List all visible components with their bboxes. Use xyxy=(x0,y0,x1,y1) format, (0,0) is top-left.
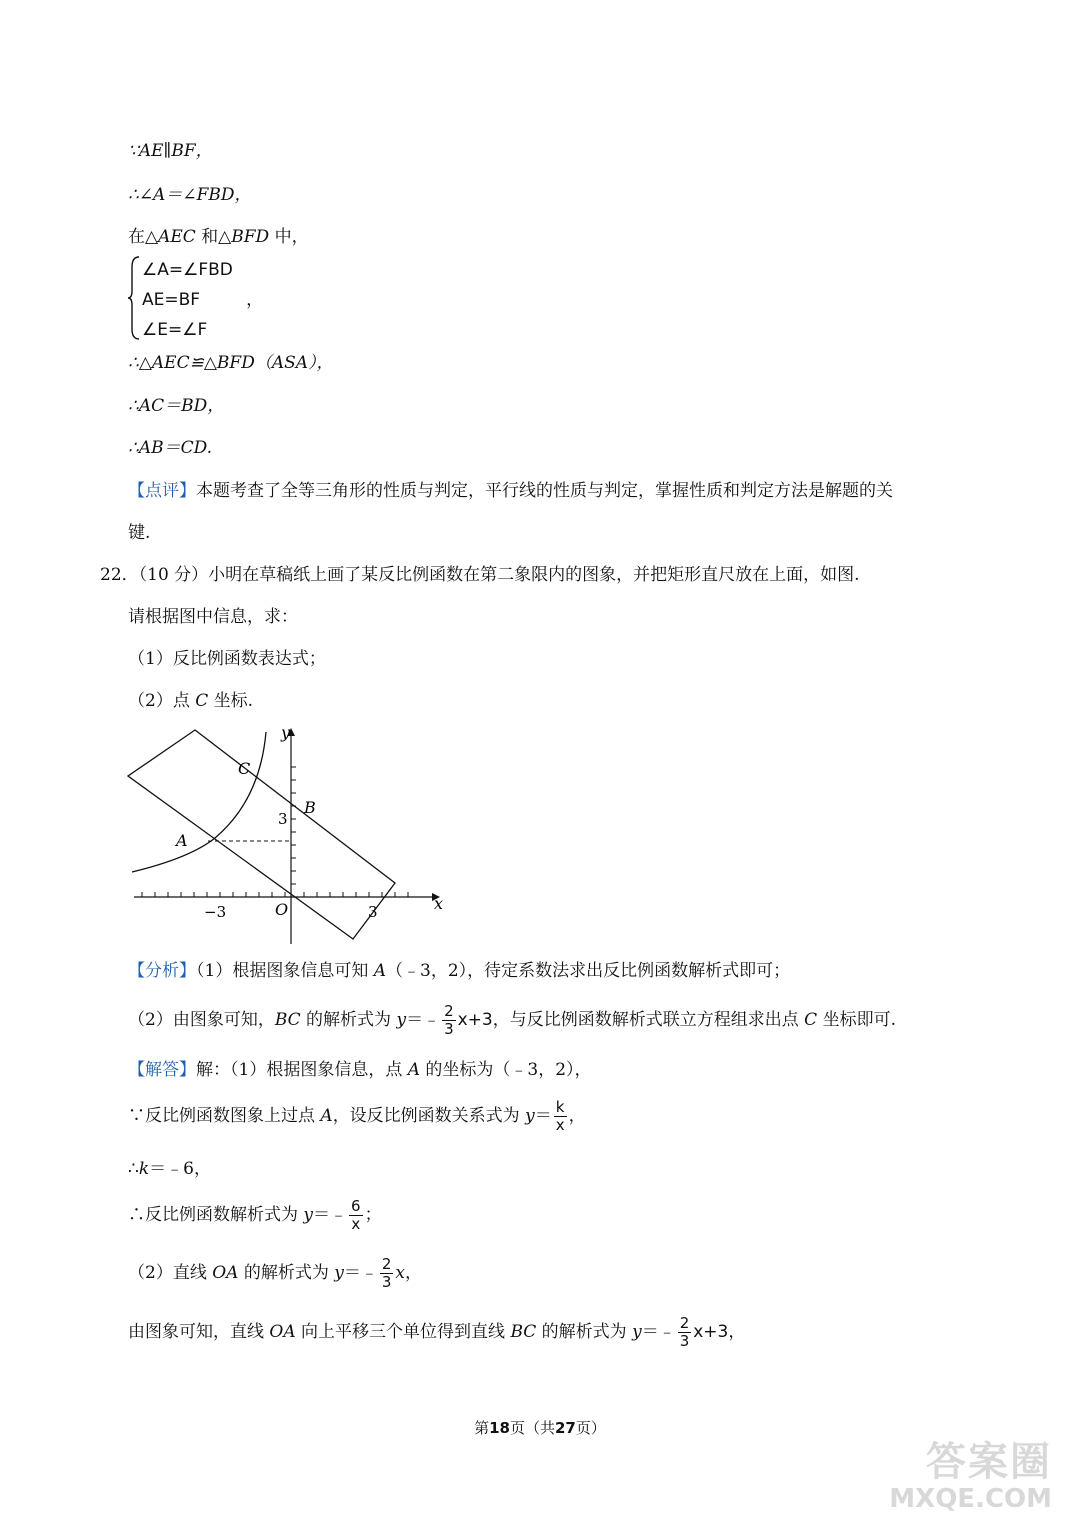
fraction-numerator: 2 xyxy=(679,1314,690,1332)
hyperbola-curve xyxy=(132,732,266,872)
problem-q1: （1）反比例函数表达式； xyxy=(128,649,326,669)
page-footer xyxy=(0,1417,1080,1438)
solution-line-6 xyxy=(128,1312,745,1352)
brace-line-3: ∠E=∠F xyxy=(142,320,208,340)
fraction-denominator: x xyxy=(351,1215,361,1233)
text-span: （2）点 xyxy=(128,691,196,711)
text-span: （﹣3，2），待定系数法求出反比例函数解析式即可； xyxy=(386,961,791,981)
text-span: ∴反比例函数解析式为 xyxy=(128,1205,304,1225)
problem-q2 xyxy=(128,690,253,712)
analysis-line-2 xyxy=(128,1000,896,1040)
proof-line-congruent: ∴△AEC≌△BFD（ASA）， xyxy=(128,353,334,373)
text-span: y xyxy=(303,1205,314,1225)
fraction-denominator: 3 xyxy=(381,1273,392,1291)
label-x-three: 3 xyxy=(368,903,378,921)
text-span: 的解析式为 xyxy=(300,1010,397,1030)
solution-line-4 xyxy=(128,1195,382,1235)
text-span: 坐标即可. xyxy=(817,1010,896,1030)
problem-ask: 请根据图中信息，求： xyxy=(128,607,298,627)
text-span: y xyxy=(334,1263,344,1283)
text-span: 坐标. xyxy=(208,691,254,711)
text-span: AEC xyxy=(158,227,196,247)
text-span: 由图象可知，直线 xyxy=(128,1322,270,1342)
text-span: C xyxy=(195,691,209,711)
comment-line-2: 键. xyxy=(128,523,151,543)
text-span: BFD xyxy=(231,227,270,247)
text-span: 的坐标为（﹣3，2）， xyxy=(420,1060,592,1080)
text-span: ＝﹣6， xyxy=(149,1159,211,1179)
text-span: 的解析式为 xyxy=(536,1322,633,1342)
solution-line-2 xyxy=(128,1096,586,1136)
label-minus-three: −3 xyxy=(204,903,227,921)
text-span: OA xyxy=(269,1322,296,1342)
text-span: A xyxy=(320,1106,333,1126)
text-span: （1）根据图象信息可知 xyxy=(196,961,374,981)
left-brace-icon xyxy=(128,255,142,341)
problem-text: （10 分）小明在草稿纸上画了某反比例函数在第二象限内的图象，并把矩形直尺放在上面，如图. xyxy=(138,565,860,585)
text-span: ＝﹣ xyxy=(406,1010,441,1030)
label-a: A xyxy=(176,831,188,850)
text-span: ∴ xyxy=(128,1159,139,1179)
footer-text: 页） xyxy=(575,1419,606,1437)
text-span: 的解析式为 xyxy=(238,1263,335,1283)
fraction xyxy=(554,1099,567,1134)
proof-line-parallel: ∵AE∥BF， xyxy=(128,141,213,161)
fraction-denominator: x xyxy=(555,1116,565,1134)
fraction-denominator: 3 xyxy=(444,1020,454,1038)
text-span: y xyxy=(396,1010,407,1030)
text-span: ， xyxy=(405,1263,423,1283)
text-span: （2）直线 xyxy=(128,1263,213,1283)
text-span: A xyxy=(407,1060,421,1080)
text-span: ， xyxy=(246,290,264,310)
fraction-denominator: 3 xyxy=(679,1332,690,1350)
text-span: BC xyxy=(510,1322,537,1342)
fraction xyxy=(442,1003,456,1038)
text-span: x+3 xyxy=(693,1322,729,1342)
problem-stem xyxy=(100,564,860,586)
fraction xyxy=(349,1198,363,1233)
solution-line-3 xyxy=(128,1158,211,1180)
label-c: C xyxy=(238,759,251,778)
text-span: ， xyxy=(568,1106,586,1126)
comment-line xyxy=(128,480,893,502)
text-span: （2）由图象可知， xyxy=(128,1010,275,1030)
footer-page-number: 18 xyxy=(489,1419,510,1437)
fraction-numerator: 2 xyxy=(381,1255,392,1273)
x-axis-ticks xyxy=(142,892,408,897)
label-y: y xyxy=(281,723,291,742)
analysis-line-1 xyxy=(128,960,790,982)
text-span: AE=BF xyxy=(142,290,201,310)
footer-total-pages: 27 xyxy=(555,1419,576,1437)
watermark-title: 答案圈 xyxy=(926,1439,1052,1485)
analysis-tag: 【分析】 xyxy=(128,961,196,981)
text-span: y xyxy=(632,1322,642,1342)
text-span: x xyxy=(395,1263,406,1283)
fraction xyxy=(678,1315,692,1350)
label-y-three: 3 xyxy=(278,810,288,828)
text-span: k xyxy=(138,1159,150,1179)
text-span: 在△ xyxy=(128,227,159,247)
proof-line-ac-bd: ∴AC＝BD， xyxy=(128,396,225,416)
text-span: ，与反比例函数解析式联立方程组求出点 xyxy=(492,1010,805,1030)
solution-line-1 xyxy=(128,1059,592,1081)
solution-line-5 xyxy=(128,1253,422,1293)
text-span: ； xyxy=(364,1205,382,1225)
solution-tag: 【解答】 xyxy=(128,1060,196,1080)
brace-line-1: ∠A=∠FBD xyxy=(142,260,233,280)
text-span: ＝﹣ xyxy=(641,1322,676,1342)
y-axis-ticks xyxy=(291,767,296,884)
text-span: ＝﹣ xyxy=(313,1205,348,1225)
proof-line-triangles xyxy=(128,226,309,248)
text-span: 向上平移三个单位得到直线 xyxy=(295,1322,511,1342)
text-span: ，设反比例函数关系式为 xyxy=(332,1106,526,1126)
proof-line-angle: ∴∠A＝∠FBD， xyxy=(128,185,252,205)
text-span: y xyxy=(525,1106,535,1126)
comment-tag: 【点评】 xyxy=(128,481,196,501)
fraction xyxy=(380,1256,394,1291)
label-b: B xyxy=(304,798,316,817)
text-span: ＝ xyxy=(534,1106,552,1126)
watermark-logo xyxy=(842,1440,1052,1520)
text-span: x+3 xyxy=(457,1010,493,1030)
text-span: 和△ xyxy=(195,227,232,247)
text-span: 中， xyxy=(269,227,309,247)
problem-figure xyxy=(120,720,460,952)
text-span: BC xyxy=(274,1010,301,1030)
proof-line-ab-cd: ∴AB＝CD. xyxy=(128,438,213,458)
text-span: OA xyxy=(212,1263,239,1283)
text-span: ， xyxy=(728,1322,746,1342)
brace-lines xyxy=(142,255,263,345)
footer-text: 第 xyxy=(474,1419,490,1437)
watermark-url: MXQE.COM xyxy=(889,1484,1052,1514)
problem-number: 22． xyxy=(100,565,139,585)
condition-brace-group xyxy=(128,255,288,341)
text-span: A xyxy=(373,961,387,981)
text-span: ∵反比例函数图象上过点 xyxy=(128,1106,321,1126)
brace-line-2 xyxy=(142,285,263,315)
comment-text: 本题考查了全等三角形的性质与判定，平行线的性质与判定，掌握性质和判定方法是解题的关 xyxy=(196,481,893,501)
label-x: x xyxy=(434,894,444,913)
fraction-numerator: 2 xyxy=(444,1002,454,1020)
label-origin: O xyxy=(275,900,289,919)
text-span: C xyxy=(804,1010,818,1030)
text-span: ＝﹣ xyxy=(343,1263,378,1283)
fraction-numerator: k xyxy=(554,1099,567,1117)
fraction-numerator: 6 xyxy=(351,1197,361,1215)
text-span: 解：（1）根据图象信息，点 xyxy=(196,1060,408,1080)
footer-text: 页（共 xyxy=(509,1419,555,1437)
